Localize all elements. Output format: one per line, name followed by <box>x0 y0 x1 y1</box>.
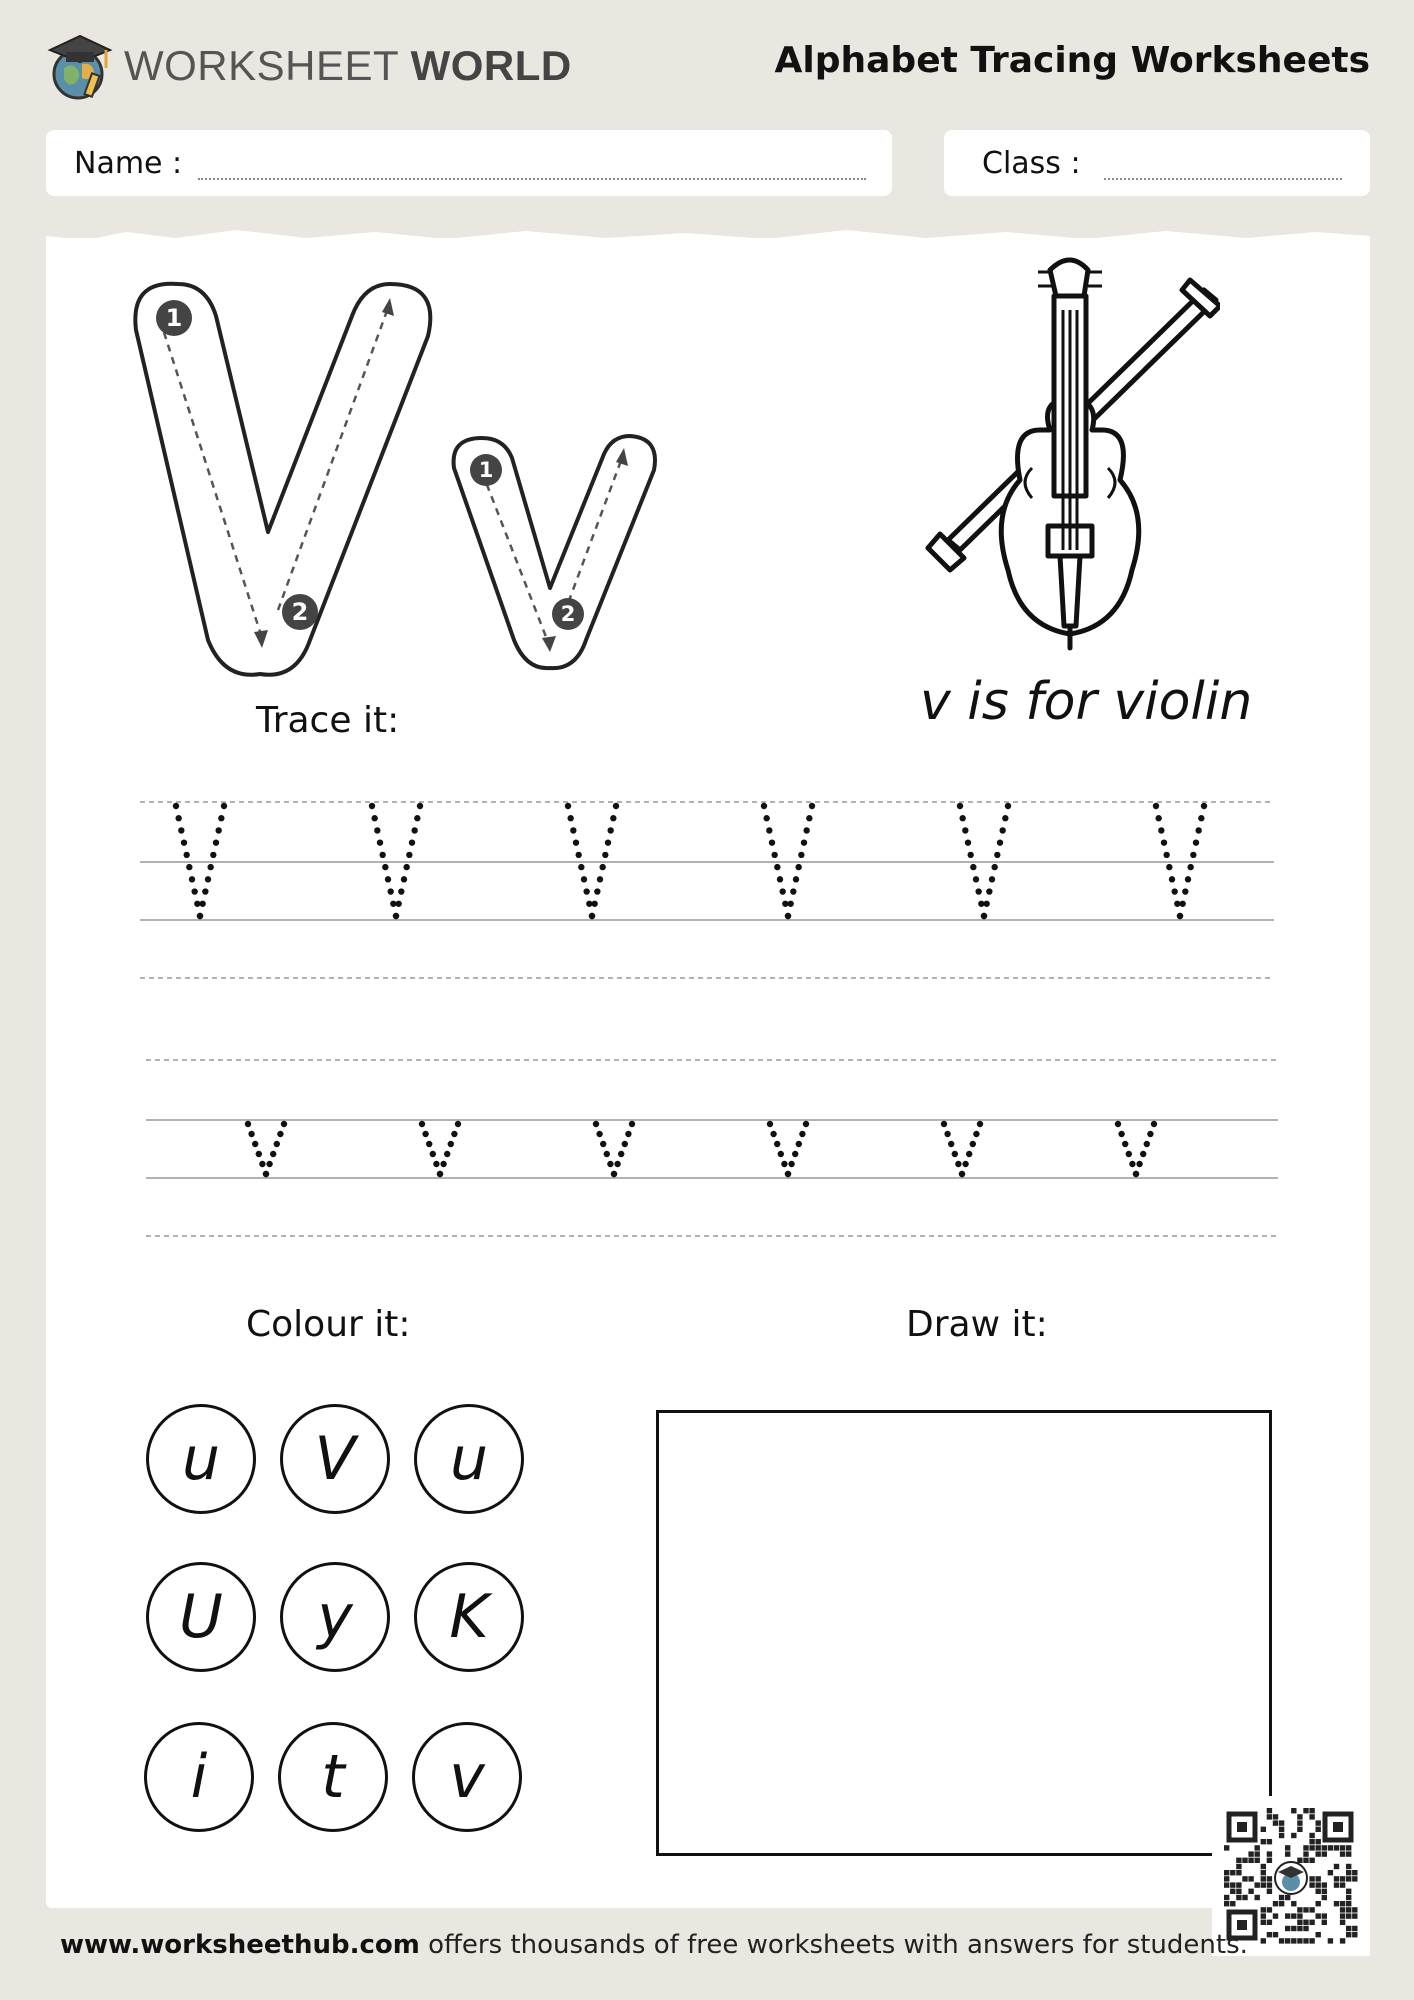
lowercase-trace-row <box>245 1121 1157 1177</box>
trace-glyph-lowercase-v <box>593 1121 635 1177</box>
trace-glyph-uppercase-v <box>1153 803 1207 919</box>
brand-name-bold: WORLD <box>410 42 572 89</box>
colour-circle[interactable]: t <box>278 1722 388 1832</box>
trace-glyph-lowercase-v <box>941 1121 983 1177</box>
violin-icon <box>920 250 1220 670</box>
trace-glyph-uppercase-v <box>957 803 1011 919</box>
footer-link[interactable]: www.worksheethub.com <box>60 1930 420 1960</box>
class-label: Class : <box>982 146 1081 181</box>
trace-glyph-lowercase-v <box>1115 1121 1157 1177</box>
colour-circle[interactable]: u <box>146 1404 256 1514</box>
trace-glyph-lowercase-v <box>767 1121 809 1177</box>
colour-circle-grid <box>140 1404 540 1874</box>
step-2-number-lower: 2 <box>560 602 576 626</box>
trace-glyph-uppercase-v <box>565 803 619 919</box>
trace-glyph-lowercase-v <box>419 1121 461 1177</box>
page-title: Alphabet Tracing Worksheets <box>774 40 1370 81</box>
step-1-number-lower: 1 <box>478 458 494 482</box>
trace-glyph-uppercase-v <box>173 803 227 919</box>
colour-circle[interactable]: K <box>414 1562 524 1672</box>
brand-logo[interactable] <box>46 28 572 104</box>
class-write-line[interactable] <box>1104 178 1342 180</box>
name-field[interactable] <box>46 130 892 196</box>
colour-circle[interactable]: V <box>280 1404 390 1514</box>
footer <box>60 1930 1248 1960</box>
step-2-number: 2 <box>291 598 309 626</box>
uppercase-trace-row <box>173 803 1207 919</box>
trace-glyph-uppercase-v <box>369 803 423 919</box>
tracing-lines <box>140 780 1280 1240</box>
colour-it-label: Colour it: <box>246 1304 411 1345</box>
colour-circle[interactable]: y <box>280 1562 390 1672</box>
colour-circle[interactable]: U <box>146 1562 256 1672</box>
letter-stroke-guide <box>120 270 680 690</box>
name-write-line[interactable] <box>198 178 866 180</box>
draw-it-label: Draw it: <box>906 1304 1048 1345</box>
graduate-globe-icon <box>46 28 116 104</box>
name-label: Name : <box>74 146 183 181</box>
colour-circle[interactable]: u <box>414 1404 524 1514</box>
trace-it-label: Trace it: <box>256 700 400 741</box>
lowercase-v-outline <box>454 436 655 668</box>
trace-glyph-uppercase-v <box>761 803 815 919</box>
colour-circle[interactable]: v <box>412 1722 522 1832</box>
brand-name-light: WORKSHEET <box>124 42 399 89</box>
step-1-number: 1 <box>165 304 183 332</box>
footer-text: offers thousands of free worksheets with answers for students. <box>419 1930 1248 1960</box>
uppercase-v-outline <box>135 284 430 675</box>
class-field[interactable] <box>944 130 1370 196</box>
draw-area[interactable] <box>656 1410 1272 1856</box>
colour-circle[interactable]: i <box>144 1722 254 1832</box>
picture-caption: v is for violin <box>920 672 1253 732</box>
header <box>0 0 1414 120</box>
trace-glyph-lowercase-v <box>245 1121 287 1177</box>
